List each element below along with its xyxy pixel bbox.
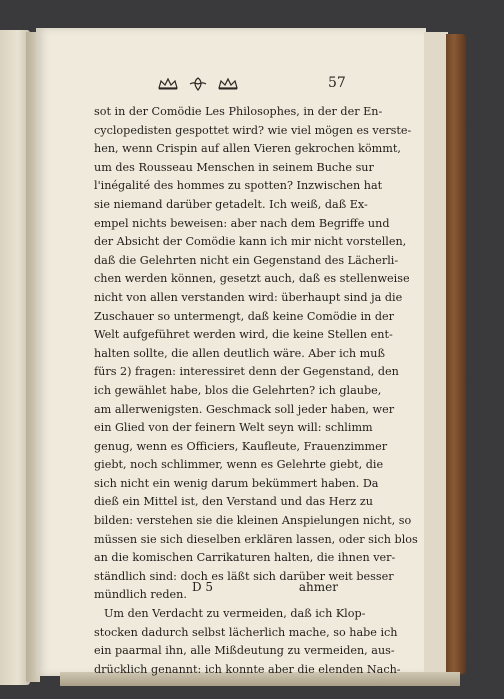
text-line: dieß ein Mittel ist, den Verstand und das Herz zu (94, 495, 373, 509)
text-line: fürs 2) fragen: interessiret denn der Gegenstand, den (94, 365, 399, 379)
text-line: sot in der Comödie Les Philosophes, in der der En- (94, 105, 383, 118)
text-line: chen werden können, gesetzt auch, daß es stellenweise (94, 272, 410, 286)
text-line: ich gewählet habe, blos die Gelehrten? ich glaube, (94, 383, 382, 397)
text-line: Zuschauer so untermengt, daß keine Comödie in der (94, 309, 394, 323)
text-line: um des Rousseau Menschen in seinem Buche sur (94, 160, 374, 174)
paragraph-line: ein paarmal ihn, alle Mißdeutung zu vermeiden, aus- (94, 644, 395, 658)
text-line: sie niemand darüber getadelt. Ich weiß, daß Ex- (94, 197, 368, 211)
text-line: hen, wenn Crispin auf allen Vieren gekrochen kömmt, (94, 142, 401, 156)
text-line: empel nichts beweisen: aber nach dem Begriffe und (94, 216, 390, 230)
text-line: bilden: verstehen sie die kleinen Anspielungen nicht, so (94, 514, 412, 528)
catchword: ahmer (298, 580, 338, 594)
text-line: halten sollte, die allen deutlich wäre. Aber ich muß (94, 346, 385, 360)
page-fore-edge (424, 32, 448, 672)
text-line: am allerwenigsten. Geschmack soll jeder haben, wer (94, 402, 395, 416)
text-line: der Absicht der Comödie kann ich mir nicht vorstellen, (94, 235, 407, 249)
text-line: genug, wenn es Officiers, Kaufleute, Frauenzimmer (94, 439, 388, 453)
book-cover-edge (446, 34, 466, 674)
text-line: l'inégalité des hommes zu spotten? Inzwischen hat (94, 179, 383, 193)
text-line: sich nicht ein wenig darum bekümmert haben. Da (94, 476, 379, 490)
text-line: an die komischen Carrikaturen halten, die ihnen ver- (94, 551, 396, 565)
paragraph-line: drücklich genannt: ich konnte aber die elenden Nach- (94, 662, 401, 676)
signature-mark: D 5 (192, 580, 214, 594)
text-line: daß die Gelehrten nicht ein Gegenstand des Lächerli- (94, 253, 399, 267)
text-line: giebt, noch schlimmer, wenn es Gelehrte giebt, die (94, 458, 384, 472)
crown-icon (218, 78, 238, 90)
text-line: mündlich reden. (94, 588, 187, 602)
page-footer (192, 580, 338, 594)
fleuron-icon (188, 77, 208, 91)
text-line: nicht von allen verstanden wird: überhaupt sind ja die (94, 290, 403, 304)
paragraph-line: stocken dadurch selbst lächerlich mache, so habe ich (94, 625, 398, 639)
text-line: Welt aufgeführet werden wird, die keine Stellen ent- (94, 328, 393, 342)
header-ornament (158, 77, 238, 91)
paragraph-line: Um den Verdacht zu vermeiden, daß ich Klop- (104, 607, 366, 621)
crown-icon (158, 78, 178, 90)
text-line: ein Glied von der feinern Welt seyn will: schlimm (94, 421, 373, 435)
text-line: müssen sie sich dieselben erklären lassen, oder sich blos (94, 532, 418, 546)
text-line: cyclopedisten gespottet wird? wie viel mögen es verste- (94, 123, 412, 137)
text-line: ständlich sind: doch es läßt sich darüber weit besser (94, 569, 394, 583)
page-number: 57 (328, 75, 346, 91)
